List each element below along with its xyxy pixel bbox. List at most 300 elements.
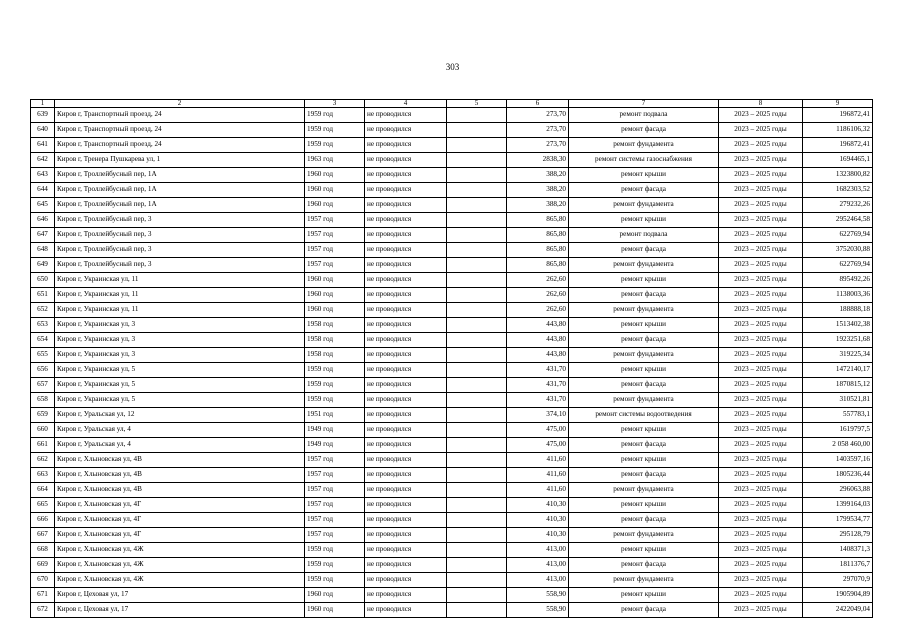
period-cell: 2023 – 2025 годы xyxy=(719,453,803,468)
period-cell: 2023 – 2025 годы xyxy=(719,213,803,228)
work-type-cell: ремонт фундамента xyxy=(569,573,719,588)
commission-year-cell: 1958 год xyxy=(305,348,365,363)
cost-cell: 279232,26 xyxy=(803,198,873,213)
column-5-cell xyxy=(447,183,507,198)
survey-status-cell: не проводился xyxy=(365,558,447,573)
row-number-cell: 668 xyxy=(31,543,55,558)
column-5-cell xyxy=(447,513,507,528)
cost-cell: 196872,41 xyxy=(803,138,873,153)
row-number-cell: 652 xyxy=(31,303,55,318)
row-number-cell: 643 xyxy=(31,168,55,183)
area-cell: 262,60 xyxy=(507,303,569,318)
column-5-cell xyxy=(447,498,507,513)
address-cell: Киров г, Хлыновская ул, 4Г xyxy=(55,528,305,543)
column-5-cell xyxy=(447,303,507,318)
work-type-cell: ремонт фасада xyxy=(569,183,719,198)
area-cell: 443,80 xyxy=(507,333,569,348)
column-5-cell xyxy=(447,168,507,183)
period-cell: 2023 – 2025 годы xyxy=(719,273,803,288)
table-row xyxy=(31,498,873,513)
table-row xyxy=(31,258,873,273)
cost-cell: 188888,18 xyxy=(803,303,873,318)
row-number-cell: 641 xyxy=(31,138,55,153)
work-type-cell: ремонт фасада xyxy=(569,603,719,618)
address-cell: Киров г, Троллейбусный пер, 3 xyxy=(55,258,305,273)
table-row xyxy=(31,423,873,438)
address-cell: Киров г, Украинская ул, 11 xyxy=(55,273,305,288)
column-5-cell xyxy=(447,258,507,273)
survey-status-cell: не проводился xyxy=(365,363,447,378)
commission-year-cell: 1959 год xyxy=(305,558,365,573)
address-cell: Киров г, Транспортный проезд, 24 xyxy=(55,123,305,138)
commission-year-cell: 1960 год xyxy=(305,273,365,288)
cost-cell: 1799534,77 xyxy=(803,513,873,528)
period-cell: 2023 – 2025 годы xyxy=(719,228,803,243)
work-type-cell: ремонт фасада xyxy=(569,123,719,138)
table-row xyxy=(31,408,873,423)
column-5-cell xyxy=(447,363,507,378)
table-row xyxy=(31,273,873,288)
commission-year-cell: 1960 год xyxy=(305,603,365,618)
commission-year-cell: 1949 год xyxy=(305,438,365,453)
work-type-cell: ремонт системы водоотведения xyxy=(569,408,719,423)
table-row xyxy=(31,453,873,468)
column-5-cell xyxy=(447,468,507,483)
column-5-cell xyxy=(447,603,507,618)
column-5-cell xyxy=(447,588,507,603)
table-row xyxy=(31,558,873,573)
row-number-cell: 671 xyxy=(31,588,55,603)
column-header: 9 xyxy=(803,100,873,108)
commission-year-cell: 1958 год xyxy=(305,333,365,348)
commission-year-cell: 1957 год xyxy=(305,453,365,468)
survey-status-cell: не проводился xyxy=(365,378,447,393)
area-cell: 2838,30 xyxy=(507,153,569,168)
work-type-cell: ремонт подвала xyxy=(569,108,719,123)
commission-year-cell: 1959 год xyxy=(305,573,365,588)
commission-year-cell: 1957 год xyxy=(305,528,365,543)
work-type-cell: ремонт фундамента xyxy=(569,483,719,498)
period-cell: 2023 – 2025 годы xyxy=(719,393,803,408)
survey-status-cell: не проводился xyxy=(365,588,447,603)
survey-status-cell: не проводился xyxy=(365,483,447,498)
row-number-cell: 659 xyxy=(31,408,55,423)
cost-cell: 1811376,7 xyxy=(803,558,873,573)
row-number-cell: 645 xyxy=(31,198,55,213)
area-cell: 413,00 xyxy=(507,543,569,558)
column-header: 5 xyxy=(447,100,507,108)
area-cell: 273,70 xyxy=(507,108,569,123)
table-row xyxy=(31,528,873,543)
row-number-cell: 651 xyxy=(31,288,55,303)
table-row xyxy=(31,243,873,258)
column-5-cell xyxy=(447,483,507,498)
area-cell: 431,70 xyxy=(507,363,569,378)
cost-cell: 196872,41 xyxy=(803,108,873,123)
column-5-cell xyxy=(447,453,507,468)
cost-cell: 1186106,32 xyxy=(803,123,873,138)
area-cell: 262,60 xyxy=(507,288,569,303)
column-5-cell xyxy=(447,198,507,213)
area-cell: 410,30 xyxy=(507,528,569,543)
column-5-cell xyxy=(447,123,507,138)
cost-cell: 2422049,04 xyxy=(803,603,873,618)
period-cell: 2023 – 2025 годы xyxy=(719,348,803,363)
survey-status-cell: не проводился xyxy=(365,528,447,543)
column-5-cell xyxy=(447,573,507,588)
cost-cell: 1408371,3 xyxy=(803,543,873,558)
area-cell: 410,30 xyxy=(507,498,569,513)
cost-cell: 3752030,88 xyxy=(803,243,873,258)
period-cell: 2023 – 2025 годы xyxy=(719,108,803,123)
address-cell: Киров г, Транспортный проезд, 24 xyxy=(55,138,305,153)
column-5-cell xyxy=(447,213,507,228)
table-row xyxy=(31,138,873,153)
column-header: 1 xyxy=(31,100,55,108)
cost-cell: 622769,94 xyxy=(803,258,873,273)
row-number-cell: 642 xyxy=(31,153,55,168)
work-type-cell: ремонт крыши xyxy=(569,363,719,378)
cost-cell: 2 058 460,00 xyxy=(803,438,873,453)
table-row xyxy=(31,213,873,228)
commission-year-cell: 1957 год xyxy=(305,468,365,483)
column-header: 7 xyxy=(569,100,719,108)
table-row xyxy=(31,378,873,393)
period-cell: 2023 – 2025 годы xyxy=(719,498,803,513)
area-cell: 411,60 xyxy=(507,468,569,483)
survey-status-cell: не проводился xyxy=(365,303,447,318)
area-cell: 865,80 xyxy=(507,228,569,243)
period-cell: 2023 – 2025 годы xyxy=(719,483,803,498)
address-cell: Киров г, Украинская ул, 3 xyxy=(55,348,305,363)
survey-status-cell: не проводился xyxy=(365,453,447,468)
cost-cell: 1923251,68 xyxy=(803,333,873,348)
cost-cell: 1694465,1 xyxy=(803,153,873,168)
cost-cell: 1323800,82 xyxy=(803,168,873,183)
survey-status-cell: не проводился xyxy=(365,573,447,588)
work-type-cell: ремонт крыши xyxy=(569,168,719,183)
address-cell: Киров г, Украинская ул, 5 xyxy=(55,378,305,393)
table-row xyxy=(31,513,873,528)
work-type-cell: ремонт крыши xyxy=(569,273,719,288)
work-type-cell: ремонт фундамента xyxy=(569,303,719,318)
address-cell: Киров г, Троллейбусный пер, 1А xyxy=(55,198,305,213)
address-cell: Киров г, Троллейбусный пер, 1А xyxy=(55,183,305,198)
area-cell: 273,70 xyxy=(507,138,569,153)
area-cell: 865,80 xyxy=(507,213,569,228)
address-cell: Киров г, Хлыновская ул, 4Ж xyxy=(55,543,305,558)
work-type-cell: ремонт фасада xyxy=(569,243,719,258)
column-header: 4 xyxy=(365,100,447,108)
period-cell: 2023 – 2025 годы xyxy=(719,363,803,378)
commission-year-cell: 1957 год xyxy=(305,498,365,513)
cost-cell: 1619797,5 xyxy=(803,423,873,438)
commission-year-cell: 1959 год xyxy=(305,138,365,153)
column-5-cell xyxy=(447,438,507,453)
survey-status-cell: не проводился xyxy=(365,348,447,363)
work-type-cell: ремонт крыши xyxy=(569,588,719,603)
table-row xyxy=(31,318,873,333)
table-row xyxy=(31,153,873,168)
period-cell: 2023 – 2025 годы xyxy=(719,528,803,543)
cost-cell: 1403597,16 xyxy=(803,453,873,468)
address-cell: Киров г, Хлыновская ул, 4Г xyxy=(55,513,305,528)
column-5-cell xyxy=(447,288,507,303)
work-type-cell: ремонт фасада xyxy=(569,378,719,393)
address-cell: Киров г, Цеховая ул, 17 xyxy=(55,588,305,603)
address-cell: Киров г, Украинская ул, 11 xyxy=(55,288,305,303)
period-cell: 2023 – 2025 годы xyxy=(719,408,803,423)
area-cell: 475,00 xyxy=(507,423,569,438)
work-type-cell: ремонт фундамента xyxy=(569,198,719,213)
column-5-cell xyxy=(447,408,507,423)
page-number: 303 xyxy=(445,62,460,72)
address-cell: Киров г, Транспортный проезд, 24 xyxy=(55,108,305,123)
commission-year-cell: 1959 год xyxy=(305,393,365,408)
commission-year-cell: 1959 год xyxy=(305,123,365,138)
work-type-cell: ремонт крыши xyxy=(569,423,719,438)
period-cell: 2023 – 2025 годы xyxy=(719,588,803,603)
work-type-cell: ремонт фасада xyxy=(569,513,719,528)
table-row xyxy=(31,348,873,363)
area-cell: 374,10 xyxy=(507,408,569,423)
address-cell: Киров г, Украинская ул, 3 xyxy=(55,318,305,333)
row-number-cell: 662 xyxy=(31,453,55,468)
work-type-cell: ремонт фундамента xyxy=(569,348,719,363)
area-cell: 443,80 xyxy=(507,318,569,333)
column-5-cell xyxy=(447,243,507,258)
work-type-cell: ремонт крыши xyxy=(569,543,719,558)
cost-cell: 895492,26 xyxy=(803,273,873,288)
area-cell: 388,20 xyxy=(507,198,569,213)
survey-status-cell: не проводился xyxy=(365,258,447,273)
period-cell: 2023 – 2025 годы xyxy=(719,468,803,483)
period-cell: 2023 – 2025 годы xyxy=(719,438,803,453)
survey-status-cell: не проводился xyxy=(365,198,447,213)
survey-status-cell: не проводился xyxy=(365,138,447,153)
commission-year-cell: 1963 год xyxy=(305,153,365,168)
area-cell: 273,70 xyxy=(507,123,569,138)
address-cell: Киров г, Хлыновская ул, 4Ж xyxy=(55,573,305,588)
row-number-cell: 664 xyxy=(31,483,55,498)
table-row xyxy=(31,303,873,318)
area-cell: 388,20 xyxy=(507,168,569,183)
period-cell: 2023 – 2025 годы xyxy=(719,318,803,333)
area-cell: 413,00 xyxy=(507,558,569,573)
table-row xyxy=(31,603,873,618)
address-cell: Киров г, Украинская ул, 11 xyxy=(55,303,305,318)
commission-year-cell: 1960 год xyxy=(305,168,365,183)
row-number-cell: 650 xyxy=(31,273,55,288)
survey-status-cell: не проводился xyxy=(365,468,447,483)
work-type-cell: ремонт фасада xyxy=(569,333,719,348)
area-cell: 865,80 xyxy=(507,243,569,258)
row-number-cell: 656 xyxy=(31,363,55,378)
table-body xyxy=(31,100,873,618)
period-cell: 2023 – 2025 годы xyxy=(719,138,803,153)
survey-status-cell: не проводился xyxy=(365,123,447,138)
address-cell: Киров г, Хлыновская ул, 4В xyxy=(55,483,305,498)
row-number-cell: 653 xyxy=(31,318,55,333)
work-type-cell: ремонт системы газоснабжения xyxy=(569,153,719,168)
table-row xyxy=(31,543,873,558)
address-cell: Киров г, Хлыновская ул, 4Г xyxy=(55,498,305,513)
address-cell: Киров г, Троллейбусный пер, 3 xyxy=(55,213,305,228)
work-type-cell: ремонт фундамента xyxy=(569,393,719,408)
cost-cell: 557783,1 xyxy=(803,408,873,423)
row-number-cell: 657 xyxy=(31,378,55,393)
commission-year-cell: 1960 год xyxy=(305,198,365,213)
work-type-cell: ремонт крыши xyxy=(569,498,719,513)
cost-cell: 2952464,58 xyxy=(803,213,873,228)
column-header: 6 xyxy=(507,100,569,108)
cost-cell: 296063,88 xyxy=(803,483,873,498)
table-row xyxy=(31,333,873,348)
cost-cell: 1138003,36 xyxy=(803,288,873,303)
work-type-cell: ремонт фасада xyxy=(569,558,719,573)
address-cell: Киров г, Уральская ул, 4 xyxy=(55,438,305,453)
column-5-cell xyxy=(447,528,507,543)
period-cell: 2023 – 2025 годы xyxy=(719,573,803,588)
survey-status-cell: не проводился xyxy=(365,513,447,528)
work-type-cell: ремонт фундамента xyxy=(569,138,719,153)
column-5-cell xyxy=(447,138,507,153)
period-cell: 2023 – 2025 годы xyxy=(719,303,803,318)
commission-year-cell: 1957 год xyxy=(305,243,365,258)
cost-cell: 622769,94 xyxy=(803,228,873,243)
table-row xyxy=(31,393,873,408)
column-5-cell xyxy=(447,273,507,288)
period-cell: 2023 – 2025 годы xyxy=(719,243,803,258)
survey-status-cell: не проводился xyxy=(365,423,447,438)
address-cell: Киров г, Уральская ул, 4 xyxy=(55,423,305,438)
address-cell: Киров г, Украинская ул, 5 xyxy=(55,363,305,378)
area-cell: 431,70 xyxy=(507,378,569,393)
address-cell: Киров г, Хлыновская ул, 4Ж xyxy=(55,558,305,573)
address-cell: Киров г, Украинская ул, 3 xyxy=(55,333,305,348)
column-5-cell xyxy=(447,378,507,393)
cost-cell: 1399164,03 xyxy=(803,498,873,513)
work-type-cell: ремонт фасада xyxy=(569,468,719,483)
table-row xyxy=(31,363,873,378)
commission-year-cell: 1957 год xyxy=(305,258,365,273)
commission-year-cell: 1960 год xyxy=(305,588,365,603)
table-row xyxy=(31,573,873,588)
row-number-cell: 661 xyxy=(31,438,55,453)
row-number-cell: 648 xyxy=(31,243,55,258)
area-cell: 475,00 xyxy=(507,438,569,453)
column-5-cell xyxy=(447,393,507,408)
address-cell: Киров г, Хлыновская ул, 4В xyxy=(55,468,305,483)
row-number-cell: 672 xyxy=(31,603,55,618)
cost-cell: 319225,34 xyxy=(803,348,873,363)
commission-year-cell: 1959 год xyxy=(305,378,365,393)
area-cell: 558,90 xyxy=(507,588,569,603)
row-number-cell: 639 xyxy=(31,108,55,123)
address-cell: Киров г, Цеховая ул, 17 xyxy=(55,603,305,618)
area-cell: 431,70 xyxy=(507,393,569,408)
table-row xyxy=(31,168,873,183)
period-cell: 2023 – 2025 годы xyxy=(719,558,803,573)
cost-cell: 297070,9 xyxy=(803,573,873,588)
row-number-cell: 647 xyxy=(31,228,55,243)
period-cell: 2023 – 2025 годы xyxy=(719,288,803,303)
commission-year-cell: 1957 год xyxy=(305,228,365,243)
work-type-cell: ремонт фундамента xyxy=(569,528,719,543)
survey-status-cell: не проводился xyxy=(365,333,447,348)
row-number-cell: 670 xyxy=(31,573,55,588)
period-cell: 2023 – 2025 годы xyxy=(719,543,803,558)
period-cell: 2023 – 2025 годы xyxy=(719,153,803,168)
column-5-cell xyxy=(447,318,507,333)
address-cell: Киров г, Уральская ул, 12 xyxy=(55,408,305,423)
cost-cell: 1682303,52 xyxy=(803,183,873,198)
row-number-cell: 663 xyxy=(31,468,55,483)
table-row xyxy=(31,123,873,138)
period-cell: 2023 – 2025 годы xyxy=(719,513,803,528)
area-cell: 262,60 xyxy=(507,273,569,288)
cost-cell: 1870815,12 xyxy=(803,378,873,393)
cost-cell: 1905904,89 xyxy=(803,588,873,603)
column-5-cell xyxy=(447,108,507,123)
survey-status-cell: не проводился xyxy=(365,438,447,453)
period-cell: 2023 – 2025 годы xyxy=(719,123,803,138)
column-5-cell xyxy=(447,348,507,363)
survey-status-cell: не проводился xyxy=(365,183,447,198)
row-number-cell: 666 xyxy=(31,513,55,528)
repair-program-table xyxy=(30,99,873,618)
area-cell: 410,30 xyxy=(507,513,569,528)
row-number-cell: 655 xyxy=(31,348,55,363)
area-cell: 443,80 xyxy=(507,348,569,363)
survey-status-cell: не проводился xyxy=(365,273,447,288)
commission-year-cell: 1959 год xyxy=(305,363,365,378)
survey-status-cell: не проводился xyxy=(365,408,447,423)
address-cell: Киров г, Тренера Пушкарева ул, 1 xyxy=(55,153,305,168)
survey-status-cell: не проводился xyxy=(365,498,447,513)
column-5-cell xyxy=(447,543,507,558)
work-type-cell: ремонт крыши xyxy=(569,213,719,228)
row-number-cell: 660 xyxy=(31,423,55,438)
row-number-cell: 646 xyxy=(31,213,55,228)
period-cell: 2023 – 2025 годы xyxy=(719,378,803,393)
period-cell: 2023 – 2025 годы xyxy=(719,258,803,273)
survey-status-cell: не проводился xyxy=(365,288,447,303)
area-cell: 558,90 xyxy=(507,603,569,618)
table-row xyxy=(31,108,873,123)
table-row xyxy=(31,483,873,498)
table-row xyxy=(31,228,873,243)
commission-year-cell: 1957 год xyxy=(305,513,365,528)
survey-status-cell: не проводился xyxy=(365,393,447,408)
cost-cell: 1472140,17 xyxy=(803,363,873,378)
row-number-cell: 667 xyxy=(31,528,55,543)
commission-year-cell: 1960 год xyxy=(305,288,365,303)
address-cell: Киров г, Троллейбусный пер, 3 xyxy=(55,228,305,243)
table-header-row xyxy=(31,100,873,108)
table-row xyxy=(31,438,873,453)
commission-year-cell: 1959 год xyxy=(305,543,365,558)
row-number-cell: 644 xyxy=(31,183,55,198)
column-header: 2 xyxy=(55,100,305,108)
address-cell: Киров г, Хлыновская ул, 4В xyxy=(55,453,305,468)
row-number-cell: 665 xyxy=(31,498,55,513)
area-cell: 411,60 xyxy=(507,483,569,498)
table-row xyxy=(31,288,873,303)
cost-cell: 295128,79 xyxy=(803,528,873,543)
commission-year-cell: 1949 год xyxy=(305,423,365,438)
column-header: 3 xyxy=(305,100,365,108)
